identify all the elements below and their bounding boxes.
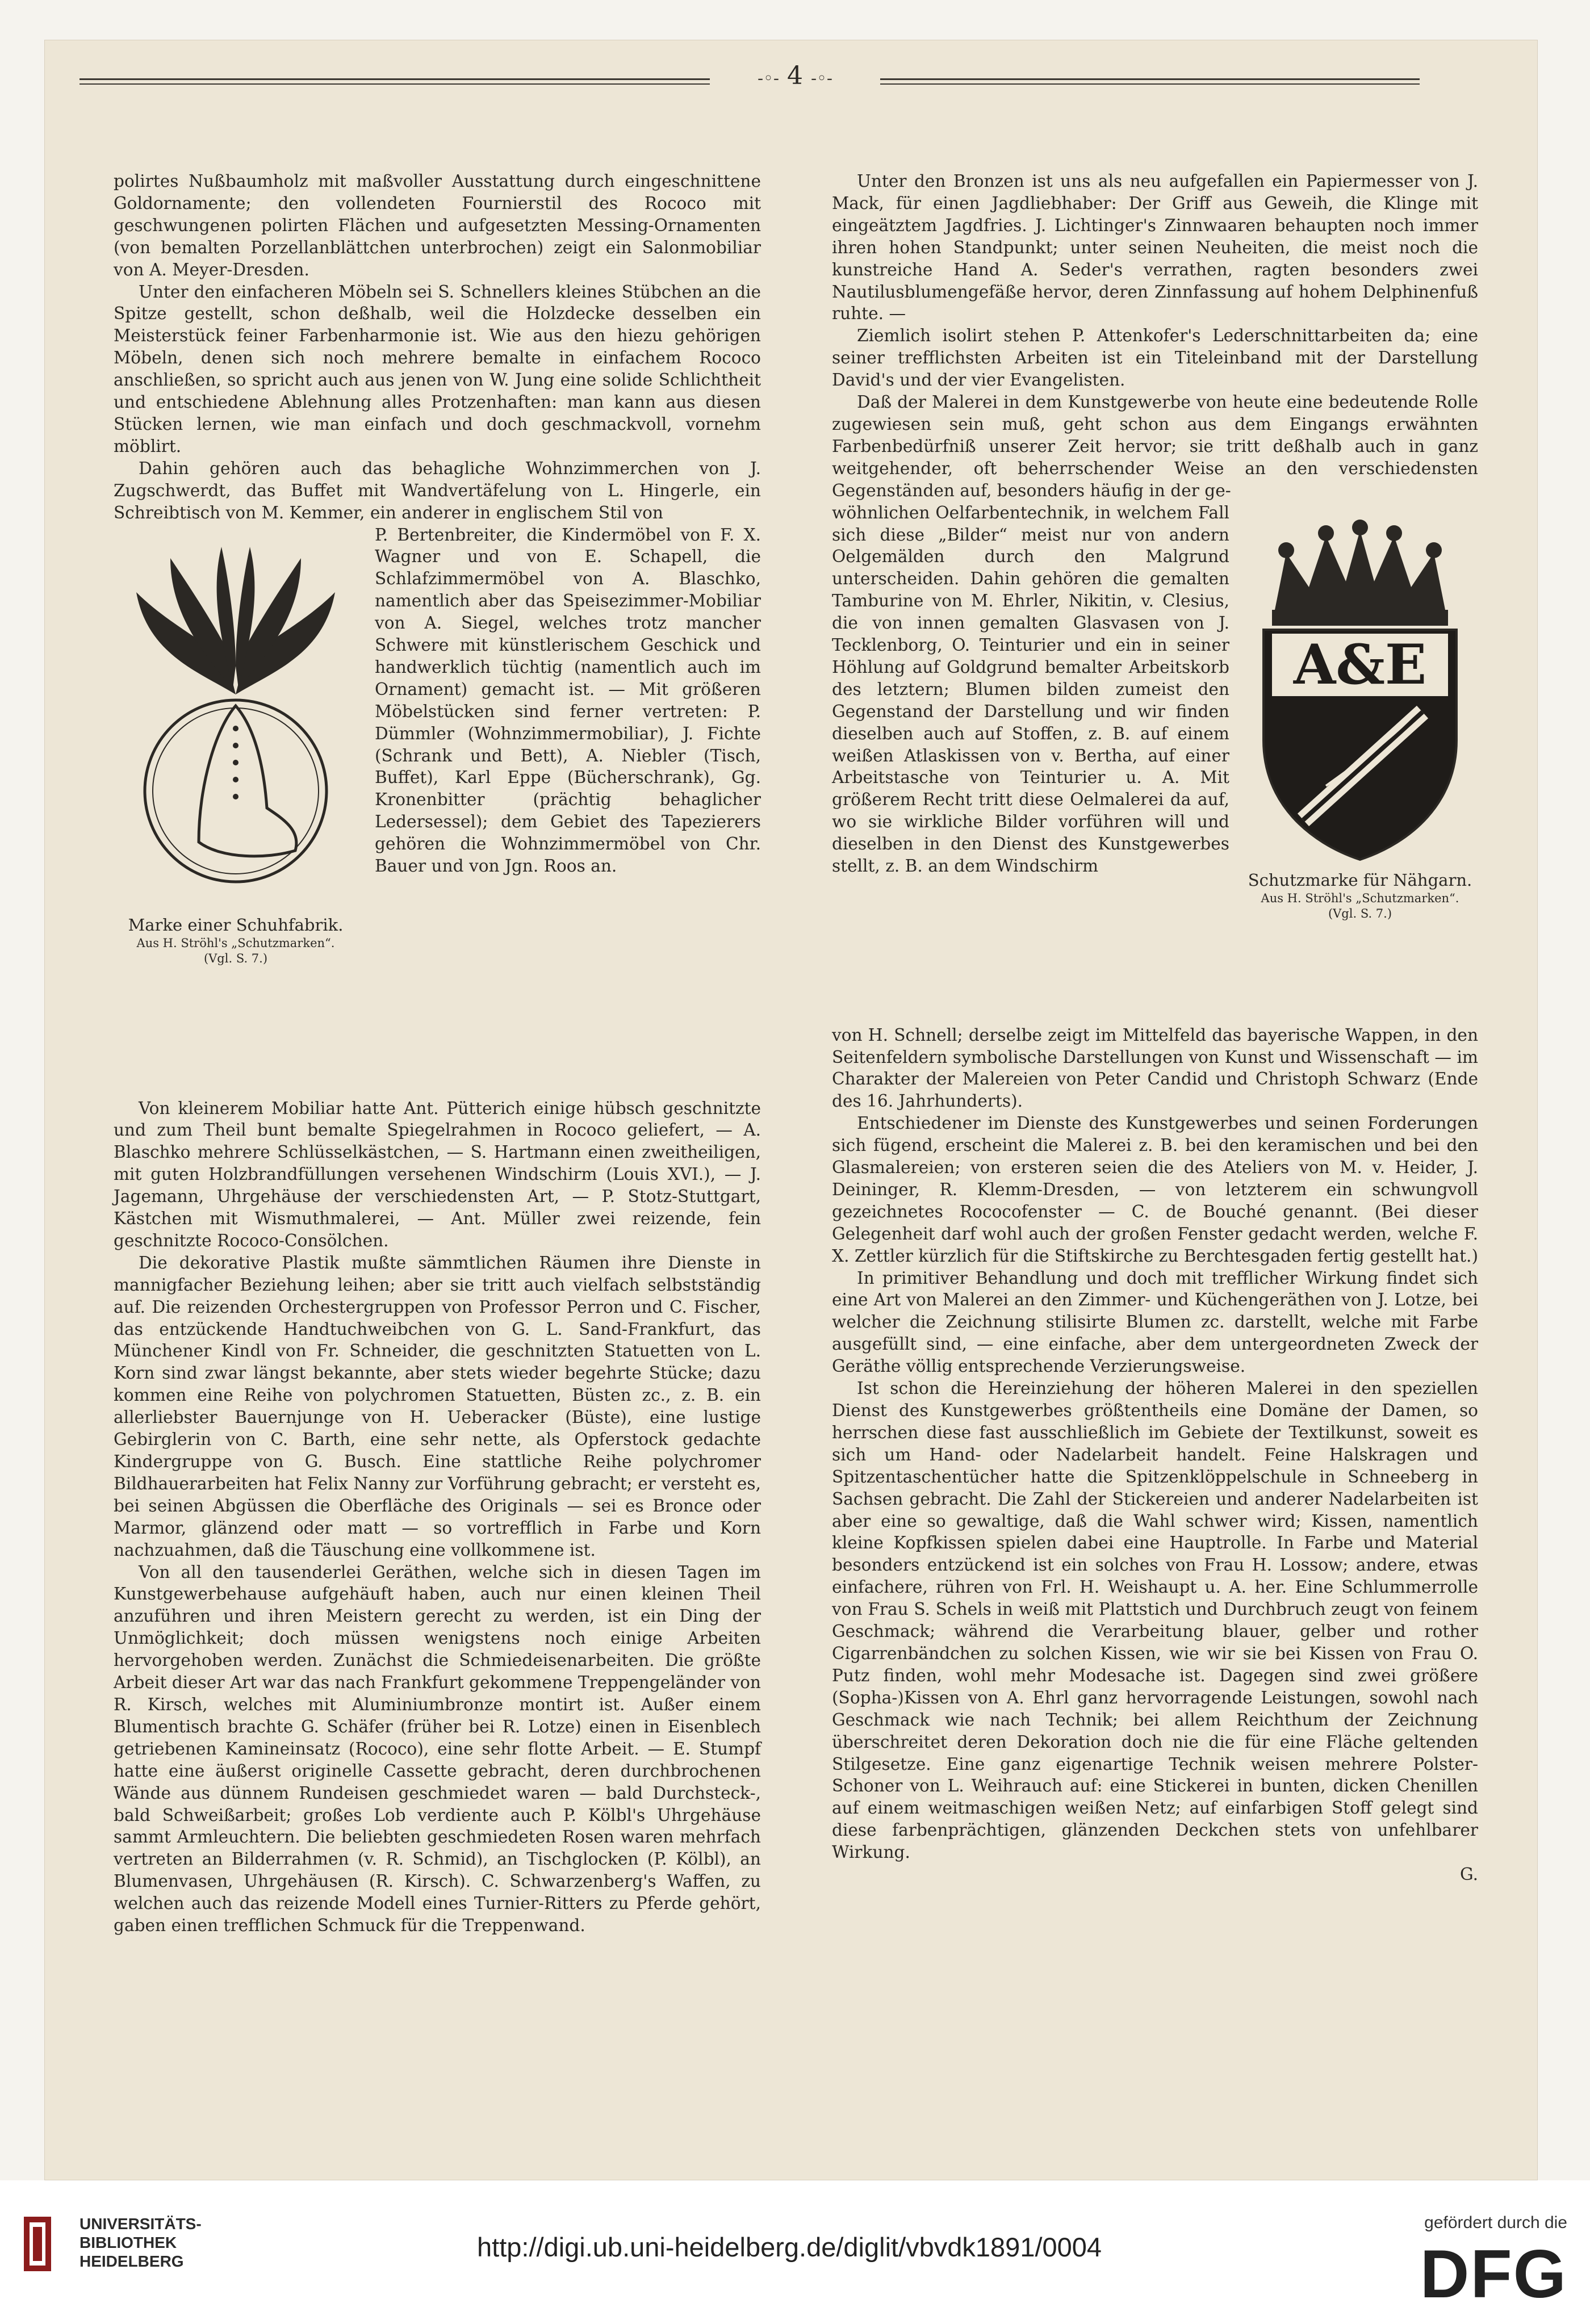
library-line: UNIVERSITÄTS- (80, 2215, 202, 2233)
figure-wrap-right (832, 502, 1478, 1024)
ornament-left-icon: -◦- (758, 69, 779, 89)
paragraph: Dahin gehören auch das behagliche Wohnzimmerchen von J. Zugschwerdt, das Buffet mit Wandvertäfelung von L. Hingerle, ein Schreibtisch von M. Kemmer, ein anderer in englischem Stil von (114, 458, 761, 522)
paragraph: Unter den einfacheren Möbeln sei S. Schnellers kleines Stübchen an die Spitze gestellt, schon deßhalb, weil die Holzdecke desselben ein Meisterstück feiner Farbenharmonie ist. Wie aus den hiezu gehörigen Möbeln, denen sich noch mehrere bemalte in einfachem Rococo anschließen, so spricht auch aus jenen von W. Jung eine solide Schlichtheit und entschiedene Ablehnung alles Protzenhaften: man kann aus diesen Stücken lernen, wie man einfach und doch geschmackvoll, vornehm möblirt. (114, 282, 761, 456)
figure-shoe-mark (114, 524, 358, 966)
wrapped-text (832, 502, 1229, 877)
figure-thread-mark (1241, 502, 1479, 922)
shield-monogram: A&E (1293, 632, 1427, 697)
paragraph: wöhnlichen Oelfarbentechnik, in welchem Fall sich diese „Bilder“ meist nur von andern Oelgemälden durch den Malgrund unterscheiden. Dahin gehören die gemalten Tamburine von M. Ehrler, Nikitin, v. Clesius, die von innen gemalten Glasvasen von J. Tecklenborg, O. Teinturier und ein in seiner Höhlung auf Goldgrund bemalter Arbeitskorb des letztern; Blumen bilden zumeist den Gegenstand der Darstellung und wir finden dieselben auch auf Stoffen, z. B. auf einem weißen Atlaskissen von v. Bertha, auf einer Arbeitstasche von Teinturier u. A. Mit größerem Recht tritt diese Oelmalerei da auf, wo sie wirkliche Bilder vorführen will und dieselben in den Dienst des Kunstgewerbes stellt, z. B. an dem Windschirm (832, 503, 1229, 876)
paragraph: In primitiver Behandlung und doch mit trefflicher Wirkung findet sich eine Art von Malerei an den Zimmer- und Küchengeräthen von J. Lotze, bei welcher die Zeichnung stilisirte Blumen zc. darstellt, welche mit Farbe ausgefüllt sind, — eine einfache, aber dem untergeordneten Zweck der Geräthe völlig entsprechende Verzierungsweise. (832, 1268, 1478, 1376)
wrapped-text (375, 524, 761, 878)
figure-source: Aus H. Ströhl's „Schutzmarken“. (1261, 891, 1459, 905)
signature: G. (1460, 1865, 1478, 1885)
shoe-mark-icon (114, 524, 358, 910)
ornament-right-icon: -◦- (811, 69, 832, 89)
figure-caption: Schutzmarke für Nähgarn. (1248, 870, 1472, 890)
thread-shield-icon (1241, 502, 1479, 865)
footer-bar (0, 2180, 1590, 2324)
paragraph: Entschiedener im Dienste des Kunstgewerbes und seinen Forderungen sich fügend, erscheint die Malerei z. B. bei den keramischen und bei den Glasmalereien; von ersteren seien die des Ateliers von M. v. Heider, J. Deininger, R. Klemm-Dresden, — von letzterem ein schwungvoll gezeichnetes Rococofenster — C. de Bouché genannt. (Bei dieser Gelegenheit darf wohl auch der großen Fenster gedacht werden, welche F. X. Zettler kürzlich für die Stiftskirche zu Berchtesgaden fertig gestellt hat.) (832, 1113, 1478, 1266)
paragraph: von H. Schnell; derselbe zeigt im Mittelfeld das bayerische Wappen, in den Seitenfeldern symbolische Darstellungen von Kunst und Wissenschaft — im Charakter der Malereien von Peter Candid und Christoph Schwarz (Ende des 16. Jahrhunderts). (832, 1025, 1478, 1111)
page-number: 4 (787, 61, 803, 90)
funding-label: gefördert durch die (1424, 2213, 1567, 2232)
paragraph: Ziemlich isolirt stehen P. Attenkofer's Lederschnittarbeiten da; eine seiner trefflichsten Arbeiten ist ein Titeleinband mit der Darstellung David's und der vier Evangelisten. (832, 326, 1478, 390)
paragraph: Daß der Malerei in dem Kunstgewerbe von heute eine bedeutende Rolle zugewiesen sein muß, geht schon aus dem Eingangs erwähnten Farbenbedürfniß unserer Zeit hervor; sie tritt deßhalb auch in ganz weitgehender, oft beherrschender Weise an den verschiedensten Gegenständen auf, besonders häufig in der ge- (832, 392, 1478, 500)
paragraph: polirtes Nußbaumholz mit maßvoller Ausstattung durch eingeschnittene Goldornamente; den vollendeten Fournierstil des Rococo mit geschwungenen polirten Flächen und aufgesetzten Messing-Ornamenten (von bemalten Porzellanblättchen unterbrochen) zeigt ein Salonmobiliar von A. Meyer-Dresden. (114, 171, 761, 279)
paragraph: Von kleinerem Mobiliar hatte Ant. Pütterich einige hübsch geschnitzte und zum Theil bunt bemalte Spiegelrahmen in Rococo geliefert, — A. Blaschko mehrere Schlüsselkästchen, — S. Hartmann einen zweitheiligen, mit guten Holzbrandfüllungen versehenen Windschirm (Louis XVI.), — J. Jagemann, Uhrgehäuse der verschiedensten Art, — P. Stotz-Stuttgart, Kästchen mit Wismuthmalerei, — Ant. Müller zwei reizende, fein geschnitzte Rococo-Consölchen. (114, 1098, 761, 1250)
figure-source: Aus H. Ströhl's „Schutzmarken“. (136, 936, 335, 950)
library-line: HEIDELBERG (80, 2252, 184, 2270)
figure-ref: (Vgl. S. 7.) (1328, 906, 1392, 920)
right-column (832, 170, 1478, 1886)
figure-wrap-left (114, 524, 761, 1098)
paragraph: Von all den tausenderlei Geräthen, welche sich in diesen Tagen im Kunstgewerbehause aufgehäuft haben, auch nur einen kleinen Theil anzuführen und ihren Meistern gerecht zu werden, ist ein Ding der Unmöglichkeit; doch müssen wenigstens noch einige Arbeiten hervorgehoben werden. Zunächst die Schmiedeisenarbeiten. Die größte Arbeit dieser Art war das nach Frankfurt gekommene Treppengeländer von R. Kirsch, welches mit Aluminiumbronze montirt ist. Außer einem Blumentisch brachte G. Schäfer (früher bei R. Lotze) einen in Eisenblech getriebenen Kamineinsatz (Rococo), eine sehr flotte Arbeit. — E. Stumpf hatte eine äußerst originelle Cassette gebracht, deren durchbrochenen Wände aus dünnem Rundeisen geschmiedet waren — bald Durchsteck-, bald Schweißarbeit; großes Lob verdiente auch P. Kölbl's Uhrgehäuse sammt Armleuchtern. Die beliebten geschmiedeten Rosen waren mehrfach vertreten an Bilderrahmen (v. R. Schmid), an Tischglocken (P. Kölbl), an Blumenvasen, Uhrgehäusen (R. Kirsch). C. Schwarzenberg's Waffen, zu welchen auch das reizende Modell eines Turnier-Ritters zu Pferde gehört, gaben einen trefflichen Schmuck für die Treppenwand. (114, 1562, 761, 1936)
library-line: BIBLIOTHEK (80, 2234, 177, 2251)
library-emblem-icon (23, 2214, 52, 2273)
source-url-link[interactable]: http://digi.ub.uni-heidelberg.de/diglit/vbvdk1891/0004 (477, 2232, 1102, 2262)
library-name (80, 2214, 202, 2271)
figure-ref: (Vgl. S. 7.) (203, 951, 268, 965)
paragraph: Unter den Bronzen ist uns als neu aufgefallen ein Papiermesser von J. Mack, für einen Jagdliebhaber: Der Griff aus Geweih, die Klinge mit eingeätztem Jagdfries. J. Lichtinger's Zinnwaaren behaupten noch immer ihren hohen Standpunkt; unter seinen Neuheiten, die meist noch die kunstreiche Hand A. Seder's verrathen, ragten besonders zwei Nautilusblumengefäße hervor, deren Zinnfassung auf hohem Delphinenfuß ruhte. — (832, 171, 1478, 324)
left-column (114, 170, 761, 1937)
paragraph: Ist schon die Hereinziehung der höheren Malerei in den speziellen Dienst des Kunstgewerbes größtentheils eine Domäne der Damen, so herrschen diese fast ausschließlich im Gebiete der Textilkunst, soweit es sich um Hand- oder Nadelarbeit handelt. Feine Halskragen und Spitzentaschentücher hatte die Spitzenklöppelschule in Schneeberg in Sachsen gebracht. Die Zahl der Stickereien und anderer Nadelarbeiten ist aber eine so gewaltige, daß die Wahl schwer wird; Kissen, namentlich kleine Kopfkissen spielen dabei eine Hauptrolle. In Farbe und Material besonders entzückend ist ein solches von Frau H. Lossow; andere, etwas einfachere, rühren von Frl. H. Weishaupt u. A. her. Eine Schlummerrolle von Frau S. Schels in weiß mit Plattstich und Durchbruch zeugt von feinem Geschmack; während die Verarbeitung blauer, gelber und rother Cigarrenbändchen zu solchen Kissen, wie wir sie bei Kissen von Frau O. Putz finden, wohl mehr Modesache ist. Dagegen sind zwei größere (Sopha-)Kissen von A. Ehrl ganz hervorragende Leistungen, sowohl nach Geschmack wie nach Technik; bei allem Reichthum der Zeichnung überschreitet deren Dekoration doch nie die für eine Fläche geltenden Stilgesetze. Eine ganz eigenartige Technik weisen mehrere Polster-Schoner von L. Weihrauch auf: eine Stickerei in bunten, dicken Chenillen auf einem weitmaschigen weißen Netz; auf einfarbigen Stoff gelegt sind diese farbenprächtigen, glänzenden Deckchen stets von unfehlbarer Wirkung. (832, 1379, 1478, 1862)
figure-caption: Marke einer Schuhfabrik. (128, 915, 344, 935)
dfg-logo: DFG (1420, 2236, 1567, 2312)
paragraph: P. Bertenbreiter, die Kindermöbel von F. X. Wagner und von E. Schapell, die Schlafzimmermöbel von A. Blaschko, namentlich aber das Speisezimmer-Mobiliar von A. Siegel, welches trotz mancher Schwere mit künstlerischem Geschick und handwerklich tüchtig (namentlich auch im Ornament) gemacht ist. — Mit größeren Möbelstücken sind ferner vertreten: P. Dümmler (Wohnzimmermobiliar), J. Fichte (Schrank und Bett), A. Niebler (Tisch, Buffet), Karl Eppe (Bücherschrank), Gg. Kronenbitter (prächtig behaglicher Ledersessel); dem Gebiet des Tapezierers gehören die Wohnzimmermöbel von Chr. Bauer und von Jgn. Roos an. (375, 525, 761, 876)
university-logo (23, 2214, 210, 2288)
paragraph: Die dekorative Plastik mußte sämmtlichen Räumen ihre Dienste in mannigfacher Beziehung leihen; aber sie tritt auch vielfach selbstständig auf. Die reizenden Orchestergruppen von Professor Perron und C. Fischer, das entzückende Handtuchweibchen von G. L. Sand-Frankfurt, das Münchener Kindl von Fr. Schneider, die geschnitzten Statuetten von L. Korn sind zwar längst bekannte, aber stets wieder begehrte Stücke; dazu kommen eine Reihe von polychromen Statuetten, Büsten zc., z. B. ein allerliebster Bauernjunge von H. Ueberacker (Büste), eine lustige Gebirglerin von C. Barth, eine sehr nette, als Opferstock gedachte Kindergruppe von G. Busch. Eine stattliche Reihe polychromer Bildhauerarbeiten hat Felix Nanny zur Vorführung gebracht; er versteht es, bei seinen Abgüssen die Oberfläche des Originals — sei es Bronce oder Marmor, glänzend oder matt — so vortrefflich in Farbe und Korn nachzuahmen, daß die Täuschung eine vollkommene ist. (114, 1253, 761, 1560)
page-number-box (710, 59, 880, 93)
